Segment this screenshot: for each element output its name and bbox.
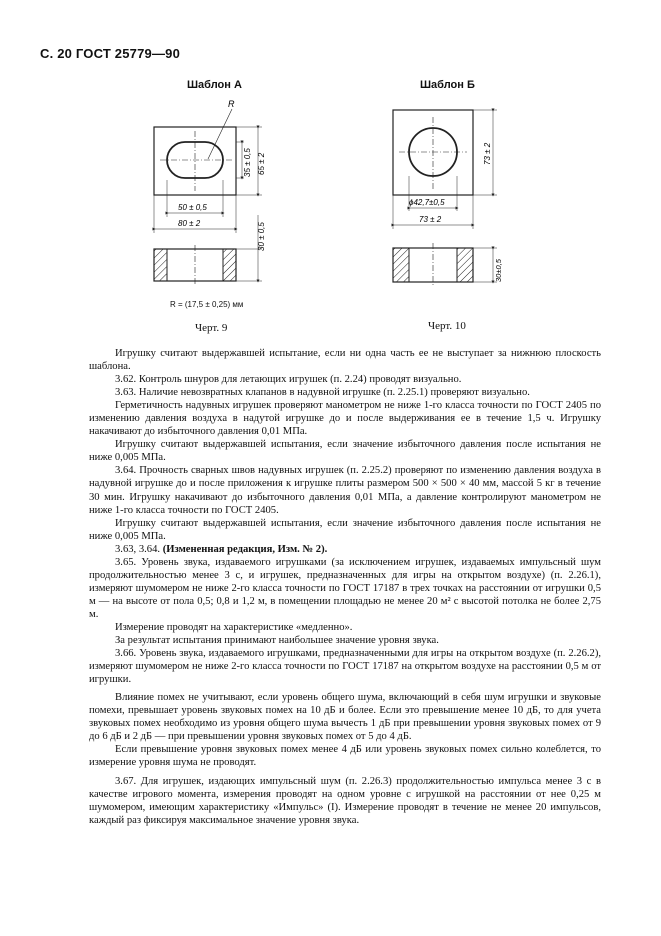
paragraph: 3.64. Прочность сварных швов надувных игрушек (п. 2.25.2) проверяют по изменению давления воздуха в надувной игрушке до и после приложения к игрушке плиты размером 500 × 500 × 40 мм, массой 5 кг в течение 30 мин. Игрушку накачивают до избыточного давления 0,01 МПа, а давление контролируют манометром не ниже 1-го класса точности по ГОСТ 2405. xyxy=(89,465,601,516)
amendment-note xyxy=(89,543,601,556)
label-r: R xyxy=(228,99,235,109)
paragraph: 3.65. Уровень звука, издаваемого игрушками (за исключением игрушек, издаваемых импульсный шум продолжительностью менее 3 с, и игрушек, предназначенных для игры на открытом воздухе) (п. 2.26.1), измеряют шумомером не ниже 2-го класса точности по ГОСТ 17187 в трех точках на расстоянии от игрушки 0,5 м — на высоте от пола 0,5; 0,8 и 1,2 м, в помещении площадью не менее 20 м² с высотой потолка не более 2,75 м. xyxy=(89,556,601,620)
paragraph: 3.66. Уровень звука, издаваемого игрушками, предназначенными для игры на открытом воздухе (п. 2.26.2), измеряют шумомером не ниже 2-го класса точности по ГОСТ 17187 на открытом воздухе на расстоянии 0,5 м от игрушки. xyxy=(89,648,601,686)
paragraph: Если превышение уровня звуковых помех менее 4 дБ или уровень звуковых помех сильно колеблется, то измерение уровня шума не проводят. xyxy=(89,744,601,769)
page-header: С. 20 ГОСТ 25779—90 xyxy=(40,46,181,61)
paragraph: Влияние помех не учитывают, если уровень общего шума, включающий в себя шум игрушки и звуковые помехи, превышает уровень звуковых помех на 10 дБ и более. Если это превышение менее 10 дБ, то для учета звуковых помех необходимо из уровня общего шума вычесть 1 дБ при превышении уровня звуковых помех от 9 до 6 дБ и 2 дБ — при превышении уровня звуковых помех от 5 до 4 дБ. xyxy=(89,692,601,743)
paragraph: 3.67. Для игрушек, издающих импульсный шум (п. 2.26.3) продолжительностью импульса менее 3 с в качестве игрового момента, измерения проводят на одном уровне с игрушкой на расстоянии от нее 0,25 м шумомером, имеющим характеристику «Импульс» (I). Измерение проводят в течение не менее 20 импульсов, каждый раз фиксируя максимальное значение уровня звука. xyxy=(89,775,601,826)
figure-a-title: Шаблон А xyxy=(187,79,242,91)
amendment-text: (Измененная редакция, Изм. № 2). xyxy=(162,543,328,555)
paragraph: Измерение проводят на характеристике «медленно». xyxy=(115,621,353,633)
figure-a-caption: Черт. 9 xyxy=(195,322,228,334)
figure-b-drawing xyxy=(385,95,515,305)
paragraph: За результат испытания принимают наибольшее значение уровня звука. xyxy=(115,635,439,647)
dim-30-b: 30±0,5 xyxy=(494,259,503,282)
dim-30-a: 30 ± 0,5 xyxy=(257,222,266,251)
body-text xyxy=(89,347,601,827)
dim-35: 35 ± 0,5 xyxy=(243,148,252,177)
paragraph: Герметичность надувных игрушек проверяют манометром не ниже 1-го класса точности по ГОСТ 2405 по изменению давления воздуха в надутой игрушке до и после выдерживания ее в течение 1,5 ч. Игрушку накачивают до избыточного давления 0,01 МПа. xyxy=(89,400,601,438)
paragraph: 3.62. Контроль шнуров для летающих игрушек (п. 2.24) проводят визуально. xyxy=(115,374,462,386)
paragraph: Игрушку считают выдержавшей испытания, если значение избыточного давления после испытания не ниже 0,005 МПа. xyxy=(89,517,601,542)
dim-65: 65 ± 2 xyxy=(257,152,266,175)
dim-73-vertical: 73 ± 2 xyxy=(483,142,492,165)
paragraph: Игрушку считают выдержавшей испытания, если значение избыточного давления после испытания не ниже 0,005 МПа. xyxy=(89,439,601,464)
dim-80: 80 ± 2 xyxy=(178,219,201,228)
figure-b-caption: Черт. 10 xyxy=(428,320,466,332)
amendment-sections: 3.63, 3.64. xyxy=(115,543,161,555)
figure-b-title: Шаблон Б xyxy=(420,79,475,91)
figure-a-note: R = (17,5 ± 0,25) мм xyxy=(170,300,244,309)
dim-50: 50 ± 0,5 xyxy=(178,203,207,212)
dim-diameter: ϕ42,7±0,5 xyxy=(409,198,445,207)
figure-a-drawing xyxy=(140,95,270,305)
paragraph: 3.63. Наличие невозвратных клапанов в надувной игрушке (п. 2.25.1) проверяют визуально. xyxy=(115,387,530,399)
paragraph: Игрушку считают выдержавшей испытание, если ни одна часть ее не выступает за нижнюю плоскость шаблона. xyxy=(89,348,601,373)
dim-73-horizontal: 73 ± 2 xyxy=(419,215,442,224)
